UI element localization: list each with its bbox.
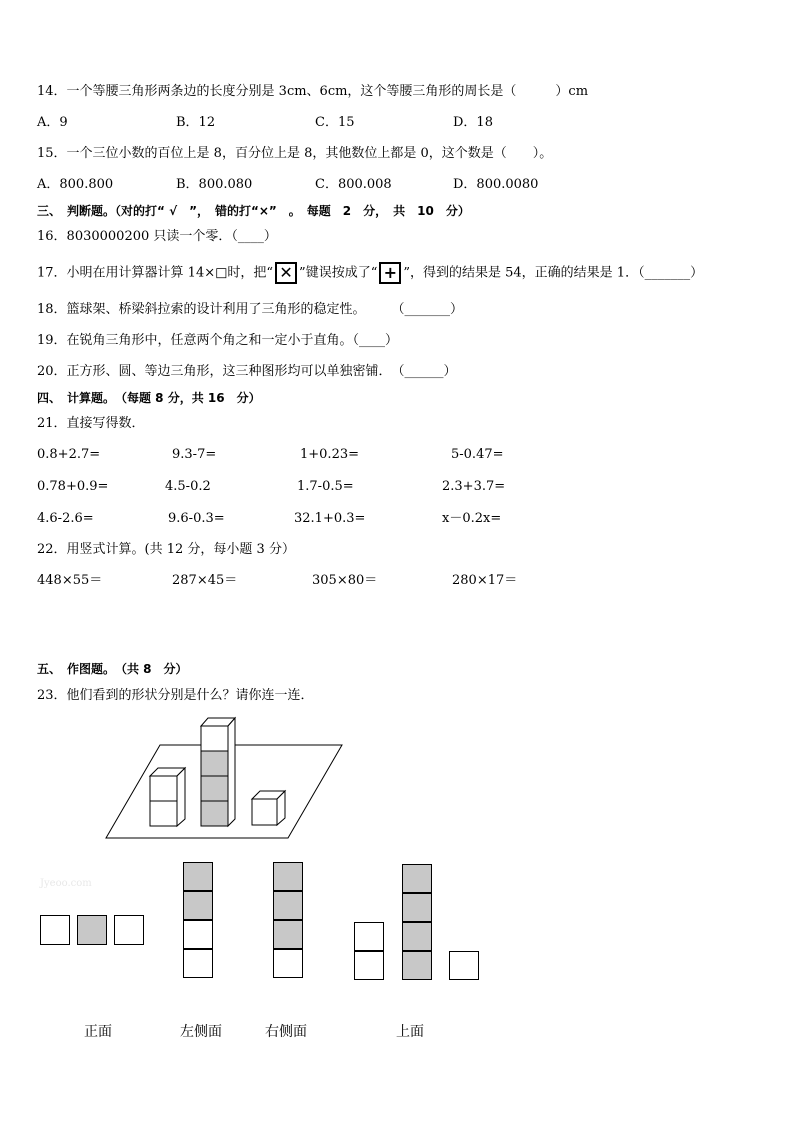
q15-option-d: D．800.0080 bbox=[453, 177, 539, 192]
q14-option-a: A．9 bbox=[37, 115, 68, 130]
q21-row-2-col-3: 1.7-0.5= bbox=[297, 479, 354, 494]
q15-option-a: A．800.800 bbox=[37, 177, 114, 192]
q21-row-2-col-2: 4.5-0.2 bbox=[165, 479, 211, 494]
q18-text: 18．篮球架、桥梁斜拉索的设计利用了三角形的稳定性。 （_______） bbox=[37, 302, 464, 317]
q23-title: 23．他们看到的形状分别是什么？请你连一连． bbox=[37, 688, 314, 703]
q14-text: 14．一个等腰三角形两条边的长度分别是 3cm、6cm，这个等腰三角形的周长是（ ）cm bbox=[37, 84, 589, 99]
watermark: Jyeoo.com bbox=[40, 878, 92, 889]
q22-item-2: 287×45＝ bbox=[172, 573, 238, 588]
q15-option-c: C．800.008 bbox=[315, 177, 392, 192]
q22-item-4: 280×17＝ bbox=[452, 573, 518, 588]
q21-row-3-col-3: 32.1+0.3= bbox=[294, 511, 366, 526]
q21-row-1-col-2: 9.3-7= bbox=[172, 447, 217, 462]
multiply-key-icon: ✕ bbox=[275, 262, 297, 284]
q21-row-1-col-4: 5-0.47= bbox=[451, 447, 504, 462]
q21-row-1-col-1: 0.8+2.7= bbox=[37, 447, 101, 462]
q15-option-b: B．800.080 bbox=[176, 177, 253, 192]
q17-text bbox=[37, 262, 703, 285]
q14-option-b: B．12 bbox=[176, 115, 216, 130]
q21-row-1-col-3: 1+0.23= bbox=[300, 447, 360, 462]
q21-row-3-col-2: 9.6-0.3= bbox=[168, 511, 225, 526]
q20-text: 20．正方形、圆、等边三角形，这三种图形均可以单独密铺． （______） bbox=[37, 364, 457, 379]
plus-key-icon: + bbox=[379, 262, 401, 284]
section-4-heading: 四、 计算题。 （每题 8 分，共 16 分） bbox=[37, 391, 261, 405]
q22-item-3: 305×80＝ bbox=[312, 573, 378, 588]
q17-part-a: 17．小明在用计算器计算 14×□时，把“ bbox=[37, 265, 274, 281]
q15-text: 15．一个三位小数的百位上是 8，百分位上是 8，其他数位上都是 0，这个数是（ ）。 bbox=[37, 146, 553, 161]
label-left-view: 左侧面 bbox=[180, 1024, 222, 1040]
q16-text: 16．8030000200 只读一个零．（____） bbox=[37, 229, 277, 244]
label-right-view: 右侧面 bbox=[265, 1024, 307, 1040]
q21-row-3-col-4: x－0.2x= bbox=[442, 511, 502, 526]
q21-row-2-col-4: 2.3+3.7= bbox=[442, 479, 506, 494]
tall-cube-stack bbox=[201, 718, 235, 826]
q21-row-2-col-1: 0.78+0.9= bbox=[37, 479, 109, 494]
q14-option-d: D．18 bbox=[453, 115, 493, 130]
section-5-heading: 五、 作图题。 （共 8 分） bbox=[37, 662, 188, 676]
q22-title: 22．用竖式计算。(共 12 分，每小题 3 分） bbox=[37, 542, 295, 557]
left-cube-stack bbox=[150, 768, 185, 826]
section-3-heading: 三、 判断题。（对的打“ √ ”， 错的打“×” 。 每题 2 分， 共 10 分） bbox=[37, 204, 470, 218]
q19-text: 19．在锐角三角形中，任意两个角之和一定小于直角。（____） bbox=[37, 333, 399, 348]
cube-arrangement-figure bbox=[100, 715, 350, 845]
q22-item-1: 448×55＝ bbox=[37, 573, 103, 588]
q21-title: 21．直接写得数． bbox=[37, 416, 145, 431]
q21-row-3-col-1: 4.6-2.6= bbox=[37, 511, 94, 526]
q14-option-c: C．15 bbox=[315, 115, 355, 130]
q17-part-b: ”键误按成了“ bbox=[299, 265, 378, 281]
label-front-view: 正面 bbox=[84, 1024, 112, 1040]
single-cube bbox=[252, 791, 285, 825]
label-top-view: 上面 bbox=[396, 1024, 424, 1040]
q17-part-c: ”，得到的结果是 54，正确的结果是 1．（_______） bbox=[403, 265, 704, 281]
